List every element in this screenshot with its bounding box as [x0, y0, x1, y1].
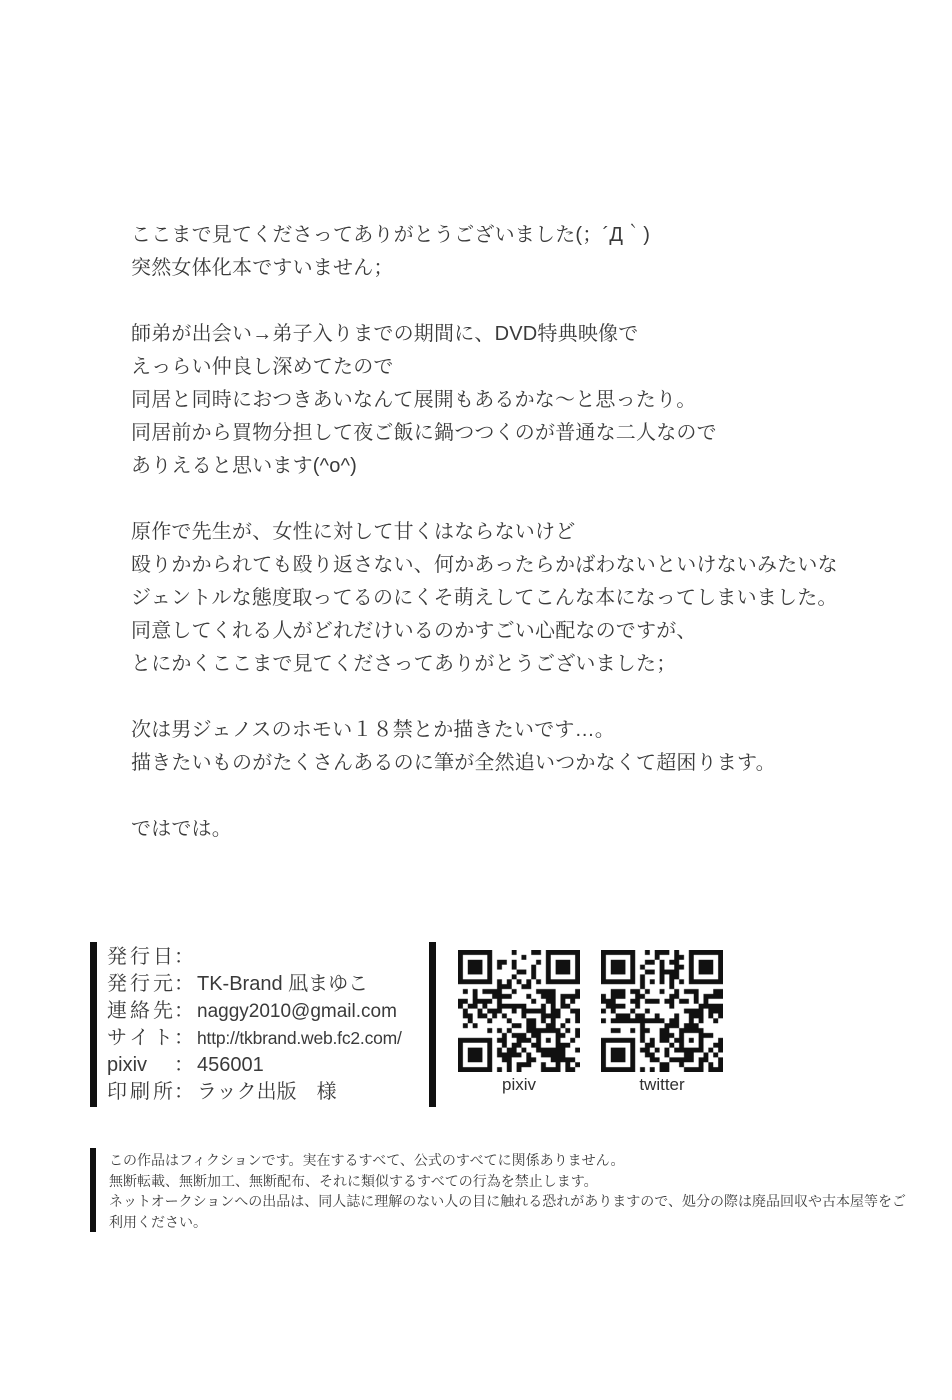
afterword-line: ありえると思います(^o^)	[131, 455, 358, 477]
row-value: naggy2010@gmail.com	[197, 1001, 397, 1022]
row-label: サイト	[107, 1027, 173, 1049]
afterword-closing-line: ではでは。	[131, 818, 232, 840]
row-separator: ：	[174, 1054, 194, 1076]
afterword-line: 原作で先生が、女性に対して甘くはならないけど	[131, 521, 576, 543]
row-label: pixiv	[107, 1054, 148, 1076]
afterword-line: えっらい仲良し深めてたので	[131, 356, 394, 378]
disclaimer-line: この作品はフィクションです。実在するすべて、公式のすべてに関係ありません。	[109, 1152, 625, 1168]
publication-info	[107, 944, 402, 1106]
publication-row-publisher	[107, 971, 402, 998]
row-value: TK-Brand 凪まゆこ	[197, 973, 369, 995]
row-separator: ：	[174, 946, 194, 968]
row-label: 発行元	[107, 973, 173, 995]
row-label: 発行日	[107, 946, 173, 968]
pixiv-qr-code-icon	[458, 950, 580, 1072]
twitter-qr-block	[601, 950, 723, 1095]
row-separator: ：	[174, 973, 194, 995]
afterword-line: 次は男ジェノスのホモい１８禁とか描きたいです…。	[131, 719, 615, 741]
afterword-line: 同意してくれる人がどれだけいるのかすごい心配なのですが、	[131, 620, 697, 642]
afterword-text	[131, 186, 838, 879]
colophon	[90, 941, 880, 1111]
afterword-line: ここまで見てくださってありがとうございました(；´Д｀)	[131, 224, 651, 246]
publication-row-contact	[107, 998, 402, 1025]
disclaimer-line: 利用ください。	[109, 1213, 207, 1230]
disclaimer-line: ネットオークションへの出品は、同人誌に理解のない人の目に触れる恐れがありますので、処分の際は廃品回収や古本屋等をご	[109, 1193, 907, 1209]
afterword-line: とにかくここまで見てくださってありがとうございました；	[131, 653, 677, 675]
afterword-line: 殴りかかられても殴り返さない、何かあったらかばわないといけないみたいな	[131, 554, 838, 576]
twitter-qr-label: twitter	[639, 1075, 685, 1094]
row-separator: ：	[174, 1000, 194, 1022]
colophon-left-rule	[90, 942, 97, 1107]
publication-row-website	[107, 1025, 402, 1052]
publication-row-printer	[107, 1079, 402, 1106]
row-value: 456001	[197, 1054, 264, 1076]
publication-row-pixiv	[107, 1052, 402, 1079]
row-label: 連絡先	[107, 1000, 173, 1022]
afterword-line: ジェントルな態度取ってるのにくそ萌えしてこんな本になってしまいました。	[131, 587, 838, 609]
afterword-line: 描きたいものがたくさんあるのに筆が全然追いつかなくて超困ります。	[131, 752, 776, 774]
colophon-right-rule	[429, 942, 436, 1107]
pixiv-qr-label: pixiv	[501, 1075, 536, 1094]
afterword-line: 師弟が出会い→弟子入りまでの期間に、DVD特典映像で	[131, 323, 639, 345]
twitter-qr-code-icon	[601, 950, 723, 1072]
disclaimer-line: 無断転載、無断加工、無断配布、それに類似するすべての行為を禁止します。	[109, 1172, 598, 1189]
publication-row-date	[107, 944, 402, 971]
disclaimer	[90, 1148, 906, 1232]
row-value: http://tkbrand.web.fc2.com/	[197, 1028, 402, 1048]
row-separator: ：	[174, 1027, 194, 1049]
afterword-line: 突然女体化本ですいません；	[131, 257, 394, 279]
afterword-line: 同居と同時におつきあいなんて展開もあるかな～と思ったり。	[131, 389, 697, 411]
afterword-line: 同居前から買物分担して夜ご飯に鍋つつくのが普通な二人なので	[131, 422, 717, 444]
row-value: ラック出版 様	[197, 1081, 337, 1103]
row-separator: ：	[174, 1081, 194, 1103]
disclaimer-text	[109, 1148, 906, 1232]
disclaimer-left-rule	[90, 1148, 96, 1232]
pixiv-qr-block	[458, 950, 580, 1095]
row-label: 印刷所	[107, 1081, 173, 1103]
